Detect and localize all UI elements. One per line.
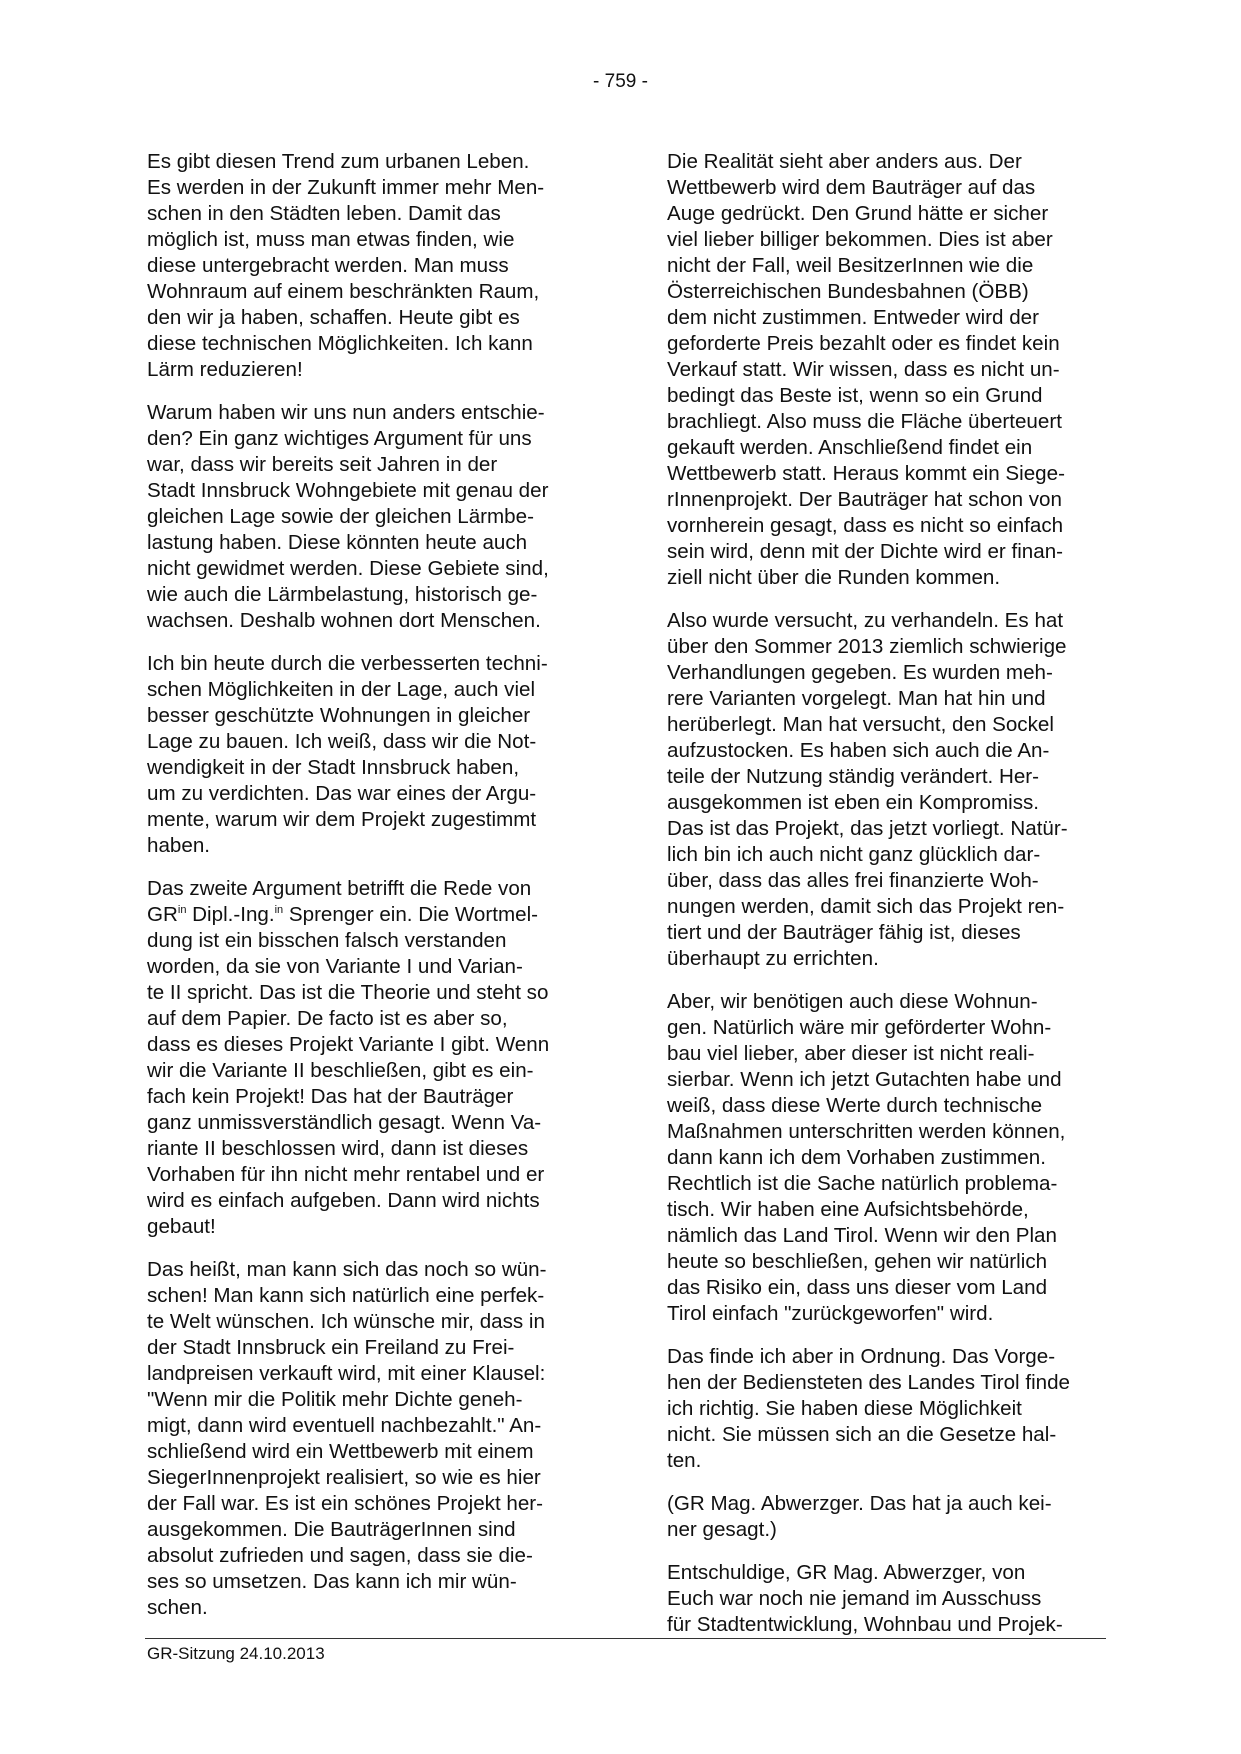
superscript: in bbox=[177, 904, 187, 916]
paragraph: Entschuldige, GR Mag. Abwerzger, von Euch war noch nie jemand im Ausschuss für Stadtentwicklung, Wohnbau und Projek- bbox=[667, 1561, 1063, 1636]
paragraph: Das finde ich aber in Ordnung. Das Vorge- hen der Bediensteten des Landes Tirol finde ich richtig. Sie haben diese Möglichkeit nicht. Sie müssen sich an die Gesetze hal- ten. bbox=[667, 1345, 1071, 1472]
left-column bbox=[147, 149, 599, 1621]
paragraph: Es gibt diesen Trend zum urbanen Leben. Es werden in der Zukunft immer mehr Men- schen in den Städten leben. Damit das möglich ist, muss man etwas finden, wie diese untergebracht werden. Man muss Wohnraum auf einem beschränkten Raum, den wir ja haben, schaffen. Heute gibt es diese technischen Möglichkeiten. Ich kann Lärm reduzieren! bbox=[147, 150, 545, 381]
gr-abbreviation: GR bbox=[147, 903, 178, 926]
superscript: in bbox=[274, 904, 284, 916]
paragraph: Das heißt, man kann sich das noch so wün- schen! Man kann sich natürlich eine perfek- te Welt wünschen. Ich wünsche mir, dass in der Stadt Innsbruck ein Freiland zu Frei- landpreisen verkauft wird, mit einer Klausel: "Wenn mir die Politik mehr Dichte geneh- migt, dann wird eventuell nachbezahlt." An- schließend wird ein Wettbewerb mit einem SiegerInnenprojekt realisiert, so wie es hier der Fall war. Es ist ein schönes Projekt her- ausgekommen. Die BauträgerInnen sind absolut zufrieden und sagen, dass sie die- ses so umsetzen. Das kann ich mir wün- schen. bbox=[147, 1258, 547, 1619]
right-column bbox=[667, 149, 1119, 1638]
paragraph: Also wurde versucht, zu verhandeln. Es hat über den Sommer 2013 ziemlich schwierige Verhandlungen gegeben. Es wurden meh- rere Varianten vorgelegt. Man hat hin und herüberlegt. Man hat versucht, den Sockel aufzustocken. Es haben sich auch die An- teile der Nutzung ständig verändert. Her- ausgekommen ist eben ein Kompromiss. Das ist das Projekt, das jetzt vorliegt. Natür- lich bin ich auch nicht ganz glücklich dar- über, dass das alles frei finanzierte Woh- nungen werden, damit sich das Projekt ren- tiert und der Bauträger fähig ist, dieses überhaupt zu errichten. bbox=[667, 609, 1068, 970]
paragraph: Aber, wir benötigen auch diese Wohnun- gen. Natürlich wäre mir geförderter Wohn- bau viel lieber, aber dieser ist nicht reali- sierbar. Wenn ich jetzt Gutachten habe und weiß, dass diese Werte durch technische Maßnahmen unterschritten werden können, dann kann ich dem Vorhaben zustimmen. Rechtlich ist die Sache natürlich problema- tisch. Wir haben eine Aufsichtsbehörde, nämlich das Land Tirol. Wenn wir den Plan heute so beschließen, gehen wir natürlich das Risiko ein, dass uns dieser vom Land Tirol einfach "zurückgeworfen" wird. bbox=[667, 990, 1066, 1325]
page-number: - 759 - bbox=[593, 71, 648, 92]
footer-session-date: GR-Sitzung 24.10.2013 bbox=[147, 1644, 325, 1663]
paragraph-text: Sprenger ein. Die Wortmel- dung ist ein bisschen falsch verstanden worden, da sie von Variante I und Varian- te II spricht. Das ist die Theorie und steht so auf dem Papier. De facto ist es aber so, dass es dieses Projekt Variante I gibt. Wenn wir die Variante II beschließen, gibt es ein- fach kein Projekt! Das hat der Bauträger ganz unmissverständlich gesagt. Wenn Va- riante II beschlossen wird, dann ist dieses Vorhaben für ihn nicht mehr rentabel und er wird es einfach aufgeben. Dann wird nichts gebaut! bbox=[147, 903, 550, 1238]
paragraph: Warum haben wir uns nun anders entschie- den? Ein ganz wichtiges Argument für uns war, dass wir bereits seit Jahren in der Stadt Innsbruck Wohngebiete mit genau der gleichen Lage sowie der gleichen Lärmbe- lastung haben. Diese könnten heute auch nicht gewidmet werden. Diese Gebiete sind, wie auch die Lärmbelastung, historisch ge- wachsen. Deshalb wohnen dort Menschen. bbox=[147, 401, 549, 632]
paragraph: Ich bin heute durch die verbesserten techni- schen Möglichkeiten in der Lage, auch viel besser geschützte Wohnungen in gleicher Lage zu bauen. Ich weiß, dass wir die Not- wendigkeit in der Stadt Innsbruck haben, um zu verdichten. Das war eines der Argu- mente, warum wir dem Projekt zugestimmt haben. bbox=[147, 652, 548, 857]
academic-title: Dipl.-Ing. bbox=[186, 903, 275, 926]
interjection: (GR Mag. Abwerzger. Das hat ja auch kei- ner gesagt.) bbox=[667, 1492, 1052, 1541]
paragraph bbox=[147, 876, 599, 1240]
paragraph: Die Realität sieht aber anders aus. Der Wettbewerb wird dem Bauträger auf das Auge gedrückt. Den Grund hätte er sicher viel lieber billiger bekommen. Dies ist aber nicht der Fall, weil BesitzerInnen wie die Österreichischen Bundesbahnen (ÖBB) dem nicht zustimmen. Entweder wird der geforderte Preis bezahlt oder es findet kein Verkauf statt. Wir wissen, dass es nicht un- bedingt das Beste ist, wenn so ein Grund brachliegt. Also muss die Fläche überteuert gekauft werden. Anschließend findet ein Wettbewerb statt. Heraus kommt ein Siege- rInnenprojekt. Der Bauträger hat schon von vornherein gesagt, dass es nicht so einfach sein wird, denn mit der Dichte wird er finan- ziell nicht über die Runden kommen. bbox=[667, 150, 1065, 589]
paragraph-text: Das zweite Argument betrifft die Rede von bbox=[147, 877, 532, 900]
footer-divider bbox=[145, 1638, 1106, 1639]
